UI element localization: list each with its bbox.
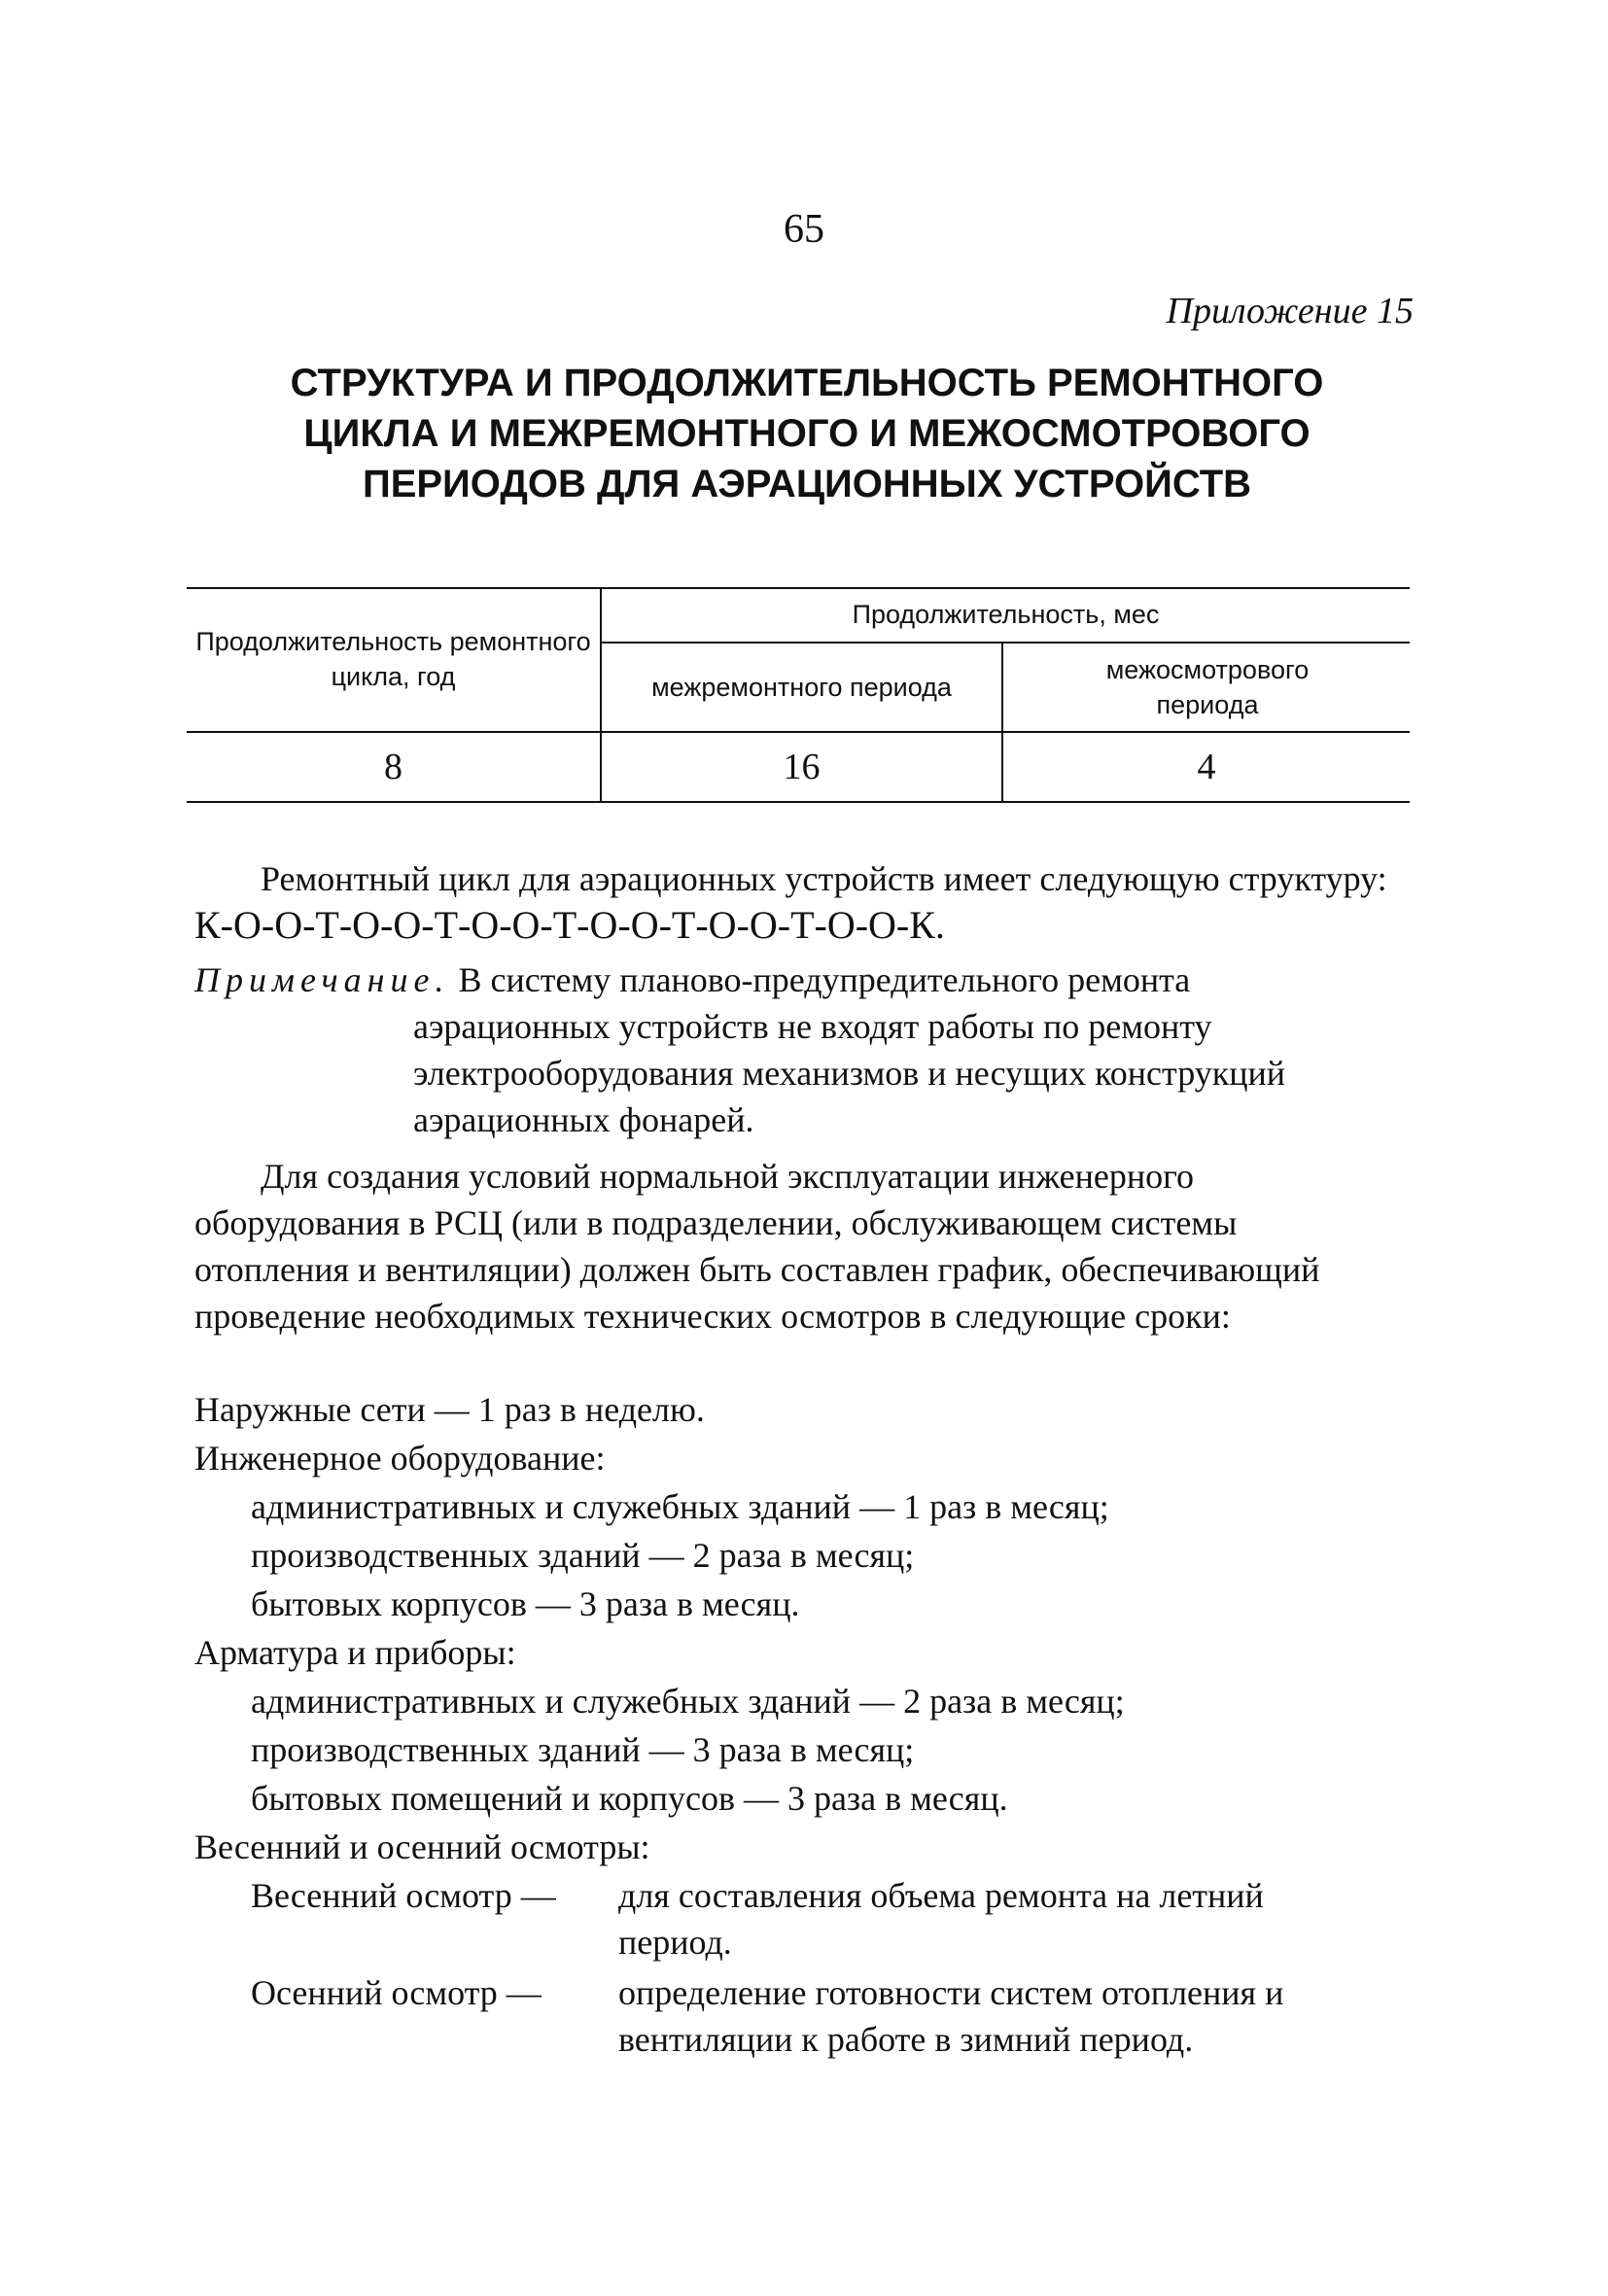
title-line: СТРУКТУРА И ПРОДОЛЖИТЕЛЬНОСТЬ РЕМОНТНОГО: [290, 362, 1324, 404]
schedule-engineering-item: производственных зданий — 2 раза в месяц;: [251, 1536, 915, 1575]
paragraph-text: Ремонтный цикл для аэрационных устройств имеет следующую структуру:: [261, 859, 1387, 898]
seasonal-desc: определение готовности систем отопления и вентиляции к работе в зимний период.: [618, 1973, 1284, 2059]
table-cell-inspection-period: 4: [1197, 747, 1216, 787]
cycle-structure: К-О-О-Т-О-О-Т-О-О-Т-О-О-Т-О-О-Т-О-О-К.: [194, 903, 945, 947]
seasonal-term: Весенний осмотр —: [251, 1876, 556, 1915]
title-line: ПЕРИОДОВ ДЛЯ АЭРАЦИОННЫХ УСТРОЙСТВ: [362, 463, 1252, 505]
paragraph-repair-cycle: [194, 855, 1410, 950]
seasonal-term: Осенний осмотр —: [251, 1973, 542, 2012]
schedule-engineering-item: административных и служебных зданий — 1 раз в месяц;: [251, 1487, 1109, 1526]
schedule-fittings-item: бытовых помещений и корпусов — 3 раза в месяц.: [251, 1779, 1008, 1818]
schedule-engineering-item: бытовых корпусов — 3 раза в месяц.: [251, 1584, 800, 1623]
table-header-repair-period: межремонтного периода: [651, 673, 952, 702]
document-title: [175, 358, 1439, 509]
duration-table: [187, 587, 1410, 803]
schedule-seasonal-heading: Весенний и осенний осмотры:: [194, 1827, 650, 1866]
note: [194, 957, 1410, 1143]
page-number: 65: [784, 207, 824, 252]
table-cell-cycle: 8: [384, 747, 402, 787]
schedule-engineering-heading: Инженерное оборудование:: [194, 1439, 606, 1478]
table-bottom-rule: [187, 801, 1410, 803]
title-line: ЦИКЛА И МЕЖРЕМОНТНОГО И МЕЖОСМОТРОВОГО: [303, 412, 1311, 455]
schedule-fittings-heading: Арматура и приборы:: [194, 1633, 516, 1672]
paragraph-schedule-intro: Для создания условий нормальной эксплуатации инженерного оборудования в РСЦ (или в подразделении, обслуживающем системы отопления и вентиляции) должен быть составлен график, обеспечивающий проведение необходимых технических осмотров в следующие сроки:: [194, 1157, 1320, 1336]
table-header-cycle: Продолжительность ремонтного цикла, год: [195, 627, 591, 691]
schedule-fittings-item: административных и служебных зданий — 2 раза в месяц;: [251, 1682, 1125, 1721]
seasonal-desc: для составления объема ремонта на летний период.: [618, 1876, 1264, 1962]
table-header-duration: Продолжительность, мес: [852, 600, 1160, 629]
schedule-outer-networks: Наружные сети — 1 раз в неделю.: [194, 1390, 705, 1429]
note-label: Примечание.: [194, 960, 450, 999]
table-header-inspection-period: межосмотрового периода: [1105, 655, 1310, 719]
note-lead: В систему планово-предупредительного ремонта: [458, 960, 1191, 999]
appendix-label: Приложение 15: [1166, 291, 1414, 331]
note-body: аэрационных устройств не входят работы по ремонту электрооборудования механизмов и несущих конструкций аэрационных фонарей.: [413, 1007, 1286, 1139]
schedule-fittings-item: производственных зданий — 3 раза в месяц;: [251, 1730, 915, 1769]
table-cell-repair-period: 16: [783, 747, 821, 787]
